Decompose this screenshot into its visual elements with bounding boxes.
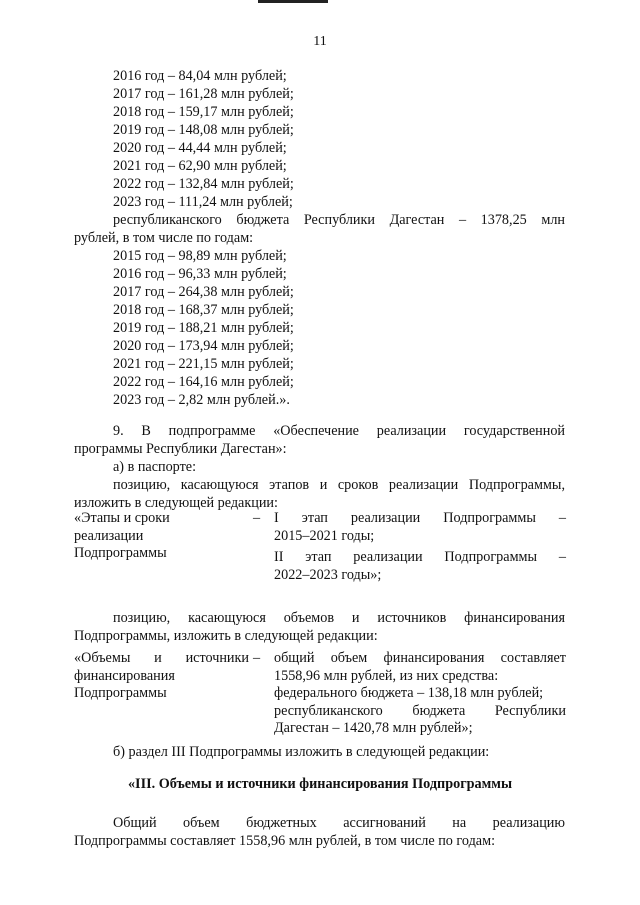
republican-year-line: 2015 год – 98,89 млн рублей; xyxy=(113,248,287,264)
stages-dash: – xyxy=(253,510,261,526)
republican-year-line: 2021 год – 221,15 млн рублей; xyxy=(113,356,294,372)
stages-value-line: I этап реализации Подпрограммы – xyxy=(274,510,566,526)
federal-year-line: 2023 год – 111,24 млн рублей; xyxy=(113,194,293,210)
item-9-line: 9. В подпрограмме «Обеспечение реализации государственной xyxy=(113,423,565,439)
volumes-value-line: Дагестан – 1420,78 млн рублей»; xyxy=(274,720,473,736)
stages-label-line: «Этапы и сроки xyxy=(74,510,170,526)
federal-year-line: 2016 год – 84,04 млн рублей; xyxy=(113,68,287,84)
republican-intro-line: рублей, в том числе по годам: xyxy=(74,230,254,246)
stages-table xyxy=(0,510,640,590)
stages-value-line: 2022–2023 годы»; xyxy=(274,566,382,583)
item-b: б) раздел III Подпрограммы изложить в следующей редакции: xyxy=(113,744,490,760)
republican-year-line: 2022 год – 164,16 млн рублей; xyxy=(113,374,294,390)
stages-intro-line: позицию, касающуюся этапов и сроков реализации Подпрограммы, xyxy=(113,477,565,493)
volumes-intro-line: Подпрограммы, изложить в следующей редакции: xyxy=(74,628,378,644)
volumes-value-line: 1558,96 млн рублей, из них средства: xyxy=(274,667,499,684)
volumes-label-line: «Объемы и источники xyxy=(74,650,249,666)
stages-value-line: II этап реализации Подпрограммы – xyxy=(274,549,566,565)
federal-year-line: 2021 год – 62,90 млн рублей; xyxy=(113,158,287,174)
scan-edge-mark xyxy=(258,0,328,3)
page-number: 11 xyxy=(313,34,327,49)
item-9-line: программы Республики Дагестан»: xyxy=(74,441,287,457)
stages-intro-line: изложить в следующей редакции: xyxy=(74,495,278,511)
final-paragraph-line: Подпрограммы составляет 1558,96 млн рублей, в том числе по годам: xyxy=(74,833,496,849)
republican-year-line: 2017 год – 264,38 млн рублей; xyxy=(113,284,294,300)
item-a: а) в паспорте: xyxy=(113,459,197,475)
section-heading: «III. Объемы и источники финансирования Подпрограммы xyxy=(127,776,513,792)
republican-intro-line: республиканского бюджета Республики Дагестан – 1378,25 млн xyxy=(113,212,565,228)
republican-year-line: 2018 год – 168,37 млн рублей; xyxy=(113,302,294,318)
volumes-intro-line: позицию, касающуюся объемов и источников финансирования xyxy=(113,610,565,626)
republican-year-line: 2016 год – 96,33 млн рублей; xyxy=(113,266,287,282)
federal-year-line: 2022 год – 132,84 млн рублей; xyxy=(113,176,294,192)
volumes-value-line: общий объем финансирования составляет xyxy=(274,650,566,666)
federal-year-line: 2019 год – 148,08 млн рублей; xyxy=(113,122,294,138)
stages-label-line: реализации xyxy=(74,527,144,544)
republican-year-line: 2020 год – 173,94 млн рублей; xyxy=(113,338,294,354)
volumes-value-line: республиканского бюджета Республики xyxy=(274,702,566,719)
volumes-table xyxy=(0,650,640,742)
federal-year-line: 2018 год – 159,17 млн рублей; xyxy=(113,104,294,120)
republican-year-line: 2023 год – 2,82 млн рублей.». xyxy=(113,392,290,408)
republican-year-line: 2019 год – 188,21 млн рублей; xyxy=(113,320,294,336)
volumes-label-line: Подпрограммы xyxy=(74,685,167,701)
stages-value-line: 2015–2021 годы; xyxy=(274,527,375,544)
volumes-dash: – xyxy=(253,650,261,666)
volumes-label-line: финансирования xyxy=(74,667,175,684)
final-paragraph-line: Общий объем бюджетных ассигнований на реализацию xyxy=(113,815,565,831)
volumes-value-line: федерального бюджета – 138,18 млн рублей; xyxy=(274,685,544,701)
federal-year-line: 2020 год – 44,44 млн рублей; xyxy=(113,140,287,156)
federal-year-line: 2017 год – 161,28 млн рублей; xyxy=(113,86,294,102)
stages-label-line: Подпрограммы xyxy=(74,545,167,561)
